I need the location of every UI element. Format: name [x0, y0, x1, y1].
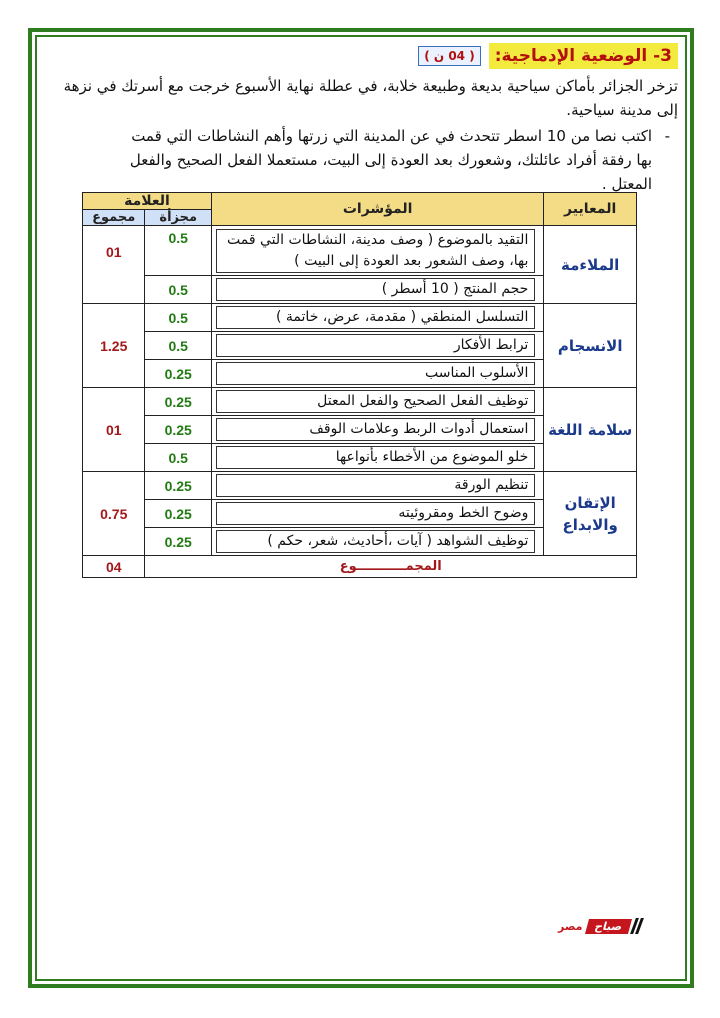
final-total-label: المجمـــــــــــوع: [145, 556, 637, 578]
header-grade: العلامة: [83, 193, 212, 210]
indicator-cell: [211, 528, 543, 556]
indicator-cell: [211, 276, 543, 304]
indicator-cell: [211, 500, 543, 528]
table-row: [83, 226, 637, 276]
table-header-row: [83, 193, 637, 210]
indicator-text: استعمال أدوات الربط وعلامات الوقف: [216, 418, 535, 441]
intro-paragraph: تزخر الجزائر بأماكن سياحية بديعة وطبيعة خلابة، في عطلة نهاية الأسبوع خرجت مع أسرتك في نزهة إلى مدينة سياحية.: [63, 77, 678, 119]
indicator-cell: [211, 226, 543, 276]
table-row: [83, 388, 637, 416]
logo-bars-icon: [633, 918, 641, 934]
header-total-grade: مجموع: [83, 210, 145, 226]
indicator-cell: [211, 332, 543, 360]
criterion-cell: الانسجام: [544, 304, 637, 388]
table-row: [83, 304, 637, 332]
task-text: اكتب نصا من 10 اسطر تتحدث في عن المدينة التي زرتها وأهم النشاطات التي قمت بها رفقة أفراد عائلتك، وشعورك بعد العودة إلى البيت، مستعملا الفعل الصحيح والفعل المعتل .: [129, 127, 652, 193]
indicator-cell: [211, 304, 543, 332]
sub-grade-cell: 0.25: [145, 472, 211, 500]
indicator-text: وضوح الخط ومقروئيته: [216, 502, 535, 525]
sub-grade-cell: 0.25: [145, 416, 211, 444]
indicator-text: التسلسل المنطقي ( مقدمة، عرض، خاتمة ): [216, 306, 535, 329]
indicator-cell: [211, 416, 543, 444]
header-sub-grade: مجزأة: [145, 210, 211, 226]
total-grade-cell: 1.25: [83, 304, 145, 388]
final-total-value: 04: [83, 556, 145, 578]
criterion-cell: سلامة اللغة: [544, 388, 637, 472]
indicator-cell: [211, 444, 543, 472]
indicator-text: حجم المنتج ( 10 أسطر ): [216, 278, 535, 301]
total-grade-cell: 01: [83, 226, 145, 304]
logo-word-sabah: صباح: [584, 919, 631, 934]
indicator-cell: [211, 472, 543, 500]
indicator-text: التقيد بالموضوع ( وصف مدينة، النشاطات التي قمت بها، وصف الشعور بعد العودة إلى البيت ): [216, 229, 535, 273]
section-heading: 3- الوضعية الإدماجية:: [489, 43, 678, 69]
criterion-cell: الملاءمة: [544, 226, 637, 304]
points-badge: ( 04 ن ): [418, 46, 480, 66]
task-dash: -: [664, 127, 670, 145]
sub-grade-cell: 0.25: [145, 528, 211, 556]
total-grade-cell: 0.75: [83, 472, 145, 556]
final-total-row: [83, 556, 637, 578]
sub-grade-cell: 0.25: [145, 500, 211, 528]
criterion-cell: الإتقان والابداع: [544, 472, 637, 556]
table-row: [83, 472, 637, 500]
sub-grade-cell: 0.5: [145, 226, 211, 276]
indicator-text: توظيف الشواهد ( آيات ،أحاديث، شعر، حكم ): [216, 530, 535, 553]
indicator-text: ترابط الأفكار: [216, 334, 535, 357]
sub-grade-cell: 0.25: [145, 388, 211, 416]
indicator-text: خلو الموضوع من الأخطاء بأنواعها: [216, 446, 535, 469]
total-grade-cell: 01: [83, 388, 145, 472]
indicator-cell: [211, 360, 543, 388]
sabah-masr-logo: [558, 916, 641, 936]
sub-grade-cell: 0.5: [145, 276, 211, 304]
indicator-text: الأسلوب المناسب: [216, 362, 535, 385]
sub-grade-cell: 0.5: [145, 444, 211, 472]
section-heading-row: [58, 40, 678, 72]
sub-grade-cell: 0.5: [145, 304, 211, 332]
indicator-text: تنظيم الورقة: [216, 474, 535, 497]
exercise-content: [58, 40, 678, 196]
task-instruction: [58, 124, 678, 196]
header-indicators: المؤشرات: [211, 193, 543, 226]
sub-grade-cell: 0.25: [145, 360, 211, 388]
sub-grade-cell: 0.5: [145, 332, 211, 360]
indicator-cell: [211, 388, 543, 416]
logo-word-masr: مصر: [558, 919, 583, 933]
header-criteria: المعايير: [544, 193, 637, 226]
grading-rubric-table: [82, 192, 637, 578]
indicator-text: توظيف الفعل الصحيح والفعل المعتل: [216, 390, 535, 413]
